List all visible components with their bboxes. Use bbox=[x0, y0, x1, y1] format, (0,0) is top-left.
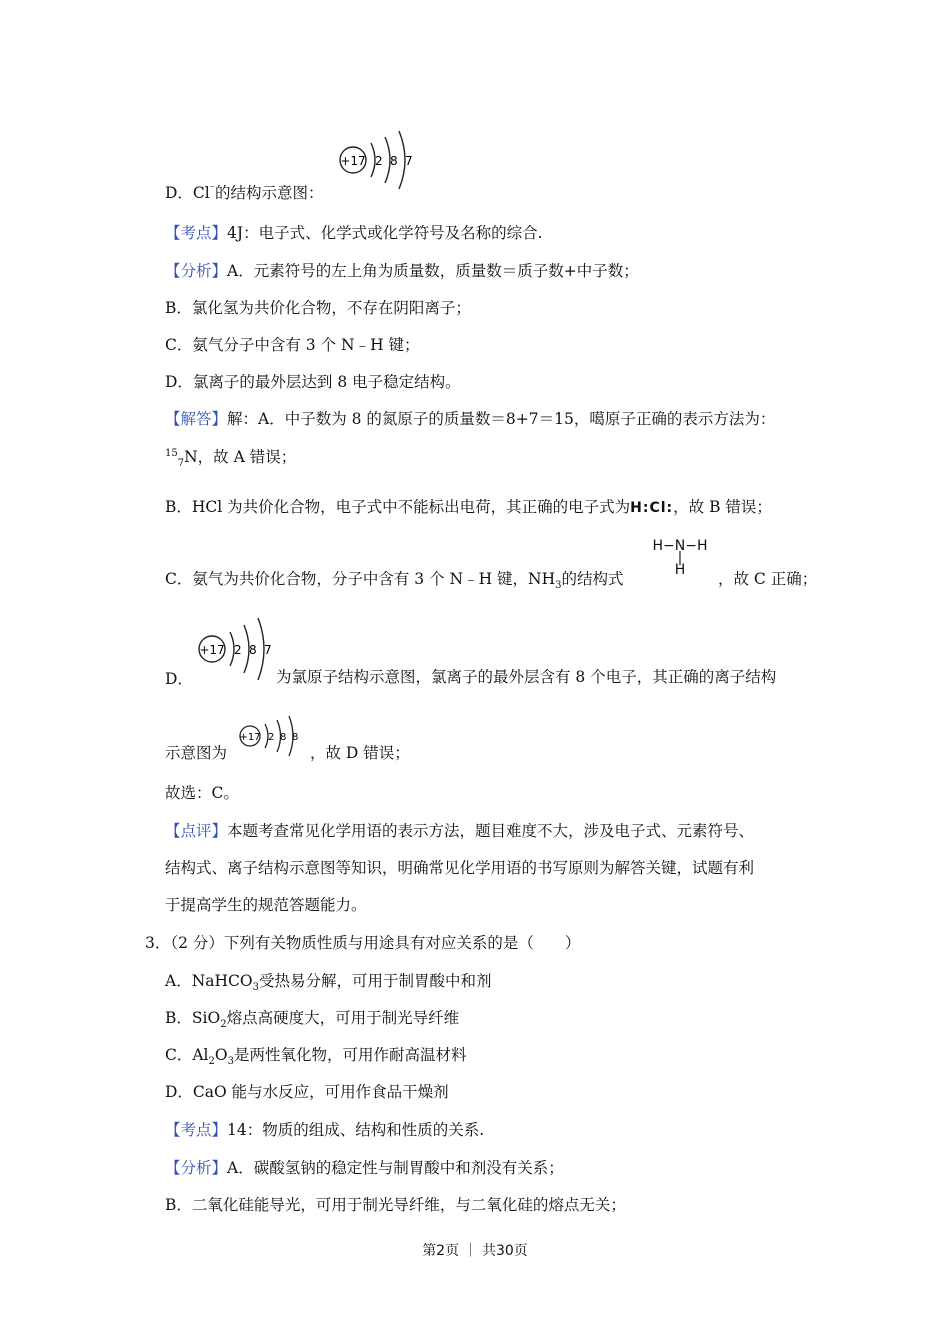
q2-jieda-d2: 示意图为 bbox=[165, 744, 228, 762]
q2-jieda-c-post: ，故 C 正确； bbox=[718, 570, 818, 588]
chloride-ion-diagram bbox=[235, 713, 309, 759]
q2-jieda-c: C．氨气为共价化合物，分子中含有 3 个 N﹣H 键，$NH_3$的结构式 bbox=[165, 570, 624, 592]
svg-text:+17: +17 bbox=[199, 643, 225, 657]
q2-jieda-d-label: D． bbox=[165, 670, 193, 688]
q3-fenxi-b: B．二氧化硅能导光，可用于制光导纤维，与二氧化硅的熔点无关； bbox=[165, 1196, 626, 1214]
q3-option-d: D．CaO 能与水反应，可用作食品干燥剂 bbox=[165, 1083, 449, 1101]
svg-text:7: 7 bbox=[405, 154, 413, 168]
q2-fenxi-d: D．氯离子的最外层达到 8 电子稳定结构。 bbox=[165, 373, 461, 391]
svg-text:2: 2 bbox=[375, 154, 383, 168]
q3-stem: 3．（2 分）下列有关物质性质与用途具有对应关系的是（ ） bbox=[145, 934, 581, 952]
q3-option-c: C．$Al_2O_3$是两性氧化物，可用作耐高温材料 bbox=[165, 1046, 467, 1068]
q2-fenxi-b: B．氯化氢为共价化合物，不存在阴阳离子； bbox=[165, 299, 471, 317]
svg-text:+17: +17 bbox=[239, 732, 261, 743]
nh3-structure: H−N−H | H bbox=[652, 538, 708, 578]
q2-jieda-b: B．HCl 为共价化合物，电子式中不能标出电荷，其正确的电子式为H:Cl:，故 B 错误； bbox=[165, 496, 772, 519]
q2-dianping-l2: 结构式、离子结构示意图等知识，明确常见化学用语的书写原则为解答关键，试题有利 bbox=[165, 859, 755, 877]
q3-fenxi: 【分析】A．碳酸氢钠的稳定性与制胃酸中和剂没有关系； bbox=[165, 1159, 564, 1177]
hcl-electron-formula: H:Cl: bbox=[630, 500, 674, 516]
svg-text:2: 2 bbox=[268, 732, 275, 743]
svg-text:8: 8 bbox=[390, 154, 398, 168]
q2-fenxi: 【分析】A．元素符号的左上角为质量数，质量数＝质子数+中子数； bbox=[165, 262, 639, 280]
q2-dianping: 【点评】本题考查常见化学用语的表示方法，题目难度不大，涉及电子式、元素符号、 bbox=[165, 822, 755, 840]
q3-kaodian: 【考点】14：物质的组成、结构和性质的关系. bbox=[165, 1121, 485, 1139]
svg-text:2: 2 bbox=[234, 643, 242, 657]
svg-text:8: 8 bbox=[280, 732, 287, 743]
q2-jieda-a2: $^{15}_7$N，故 A 错误； bbox=[165, 447, 297, 470]
q2-option-d: D．Cl⁻的结构示意图： bbox=[165, 183, 324, 202]
q2-choice: 故选：C。 bbox=[165, 784, 239, 802]
q2-kaodian: 【考点】4J：电子式、化学式或化学符号及名称的综合. bbox=[165, 224, 543, 242]
q3-option-a: A．NaHCO$_3$受热易分解，可用于制胃酸中和剂 bbox=[165, 972, 492, 994]
q2-dianping-l3: 于提高学生的规范答题能力。 bbox=[165, 896, 367, 914]
page-footer: 第2页 ｜ 共30页 bbox=[422, 1243, 528, 1259]
svg-text:+17: +17 bbox=[340, 154, 366, 168]
svg-text:8: 8 bbox=[249, 643, 257, 657]
q3-option-b: B．SiO$_2$熔点高硬度大，可用于制光导纤维 bbox=[165, 1009, 460, 1031]
q2-jieda: 【解答】解：A．中子数为 8 的氮原子的质量数＝8+7＝15，噶原子正确的表示方法为： bbox=[165, 410, 776, 428]
svg-text:7: 7 bbox=[264, 643, 272, 657]
chlorine-ion-diagram-top bbox=[333, 125, 423, 191]
svg-text:8: 8 bbox=[292, 732, 299, 743]
chlorine-atom-diagram bbox=[192, 612, 282, 682]
q2-jieda-d2-post: ，故 D 错误； bbox=[310, 744, 410, 762]
q2-jieda-d-text: 为氯原子结构示意图，氯离子的最外层含有 8 个电子，其正确的离子结构 bbox=[276, 668, 777, 686]
q2-fenxi-c: C．氨气分子中含有 3 个 N﹣H 键； bbox=[165, 336, 420, 354]
